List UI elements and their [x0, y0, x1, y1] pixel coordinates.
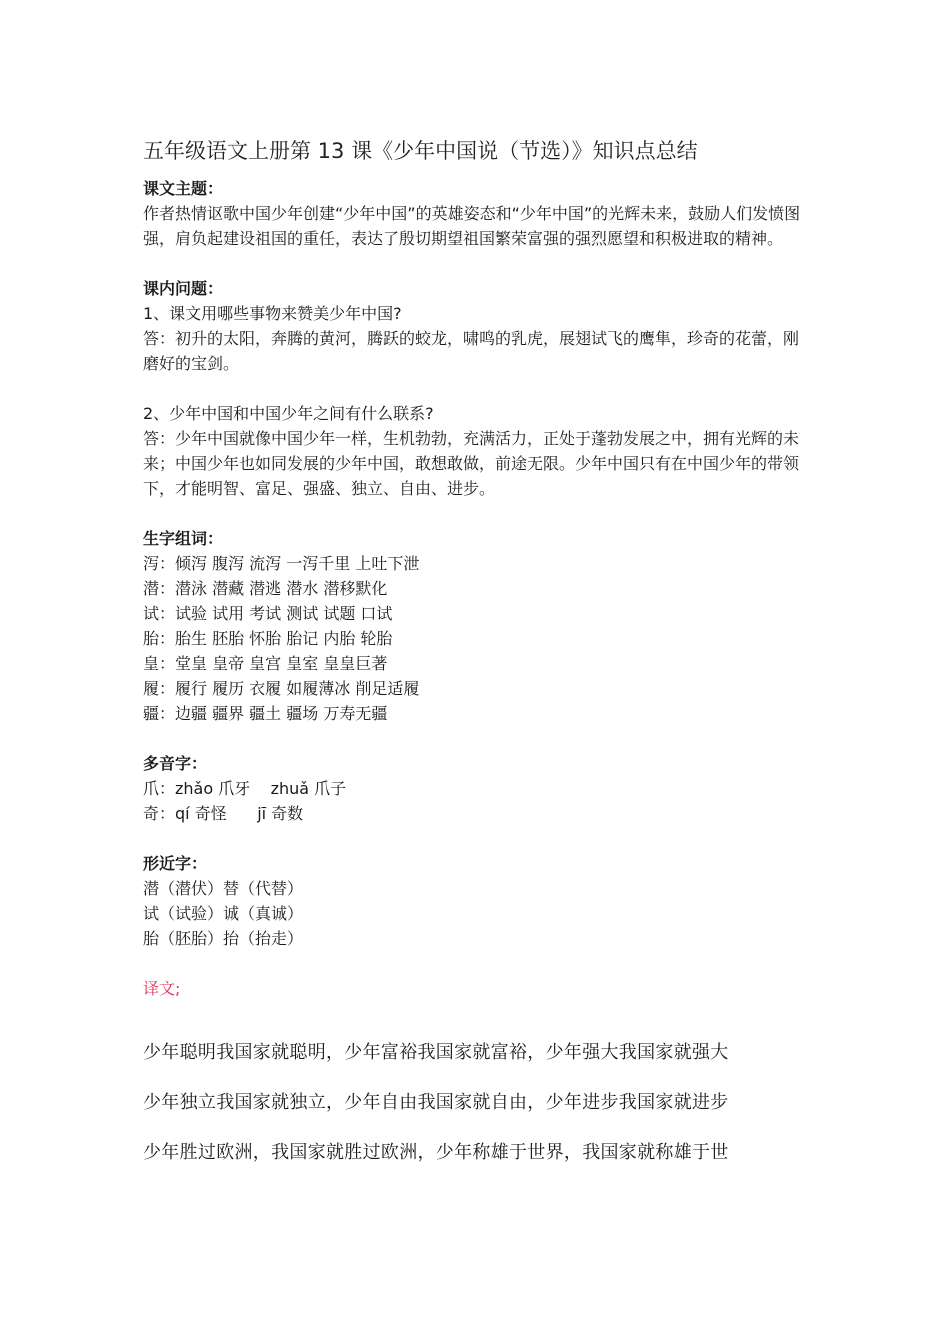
theme-heading: 课文主题：	[143, 179, 224, 198]
words-heading: 生字组词：	[143, 529, 224, 548]
spacer	[143, 501, 813, 526]
similar-heading: 形近字：	[143, 854, 208, 873]
word-group: 疆：边疆 疆界 疆土 疆场 万寿无疆	[143, 704, 388, 723]
similar-item: 潜（潜伏）替（代替）	[143, 879, 304, 898]
spacer	[143, 726, 813, 751]
theme-text: 作者热情讴歌中国少年创建“少年中国”的英雄姿态和“少年中国”的光辉未来，鼓励人们发愤图强，肩负起建设祖国的重任，表达了殷切期望祖国繁荣富强的强烈愿望和积极进取的精神。	[143, 204, 801, 248]
word-group: 泻：倾泻 腹泻 流泻 一泻千里 上吐下泄	[143, 554, 420, 573]
answer-1: 答：初升的太阳，奔腾的黄河，腾跃的蛟龙，啸鸣的乳虎，展翅试飞的鹰隼，珍奇的花蕾，刚磨好的宝剑。	[143, 329, 800, 373]
spacer	[143, 376, 813, 401]
word-group: 潜：潜泳 潜藏 潜逃 潜水 潜移默化	[143, 579, 388, 598]
similar-item: 试（试验）诚（真诚）	[143, 904, 304, 923]
similar-item: 胎（胚胎）抬（抬走）	[143, 929, 304, 948]
translation-block	[143, 1028, 813, 1178]
page-title: 五年级语文上册第 13 课《少年中国说（节选）》知识点总结	[143, 139, 698, 163]
question-1: 1、课文用哪些事物来赞美少年中国?	[143, 304, 402, 323]
translation-line: 少年独立我国家就独立，少年自由我国家就自由，少年进步我国家就进步	[143, 1092, 729, 1113]
word-group: 胎：胎生 胚胎 怀胎 胎记 内胎 轮胎	[143, 629, 393, 648]
word-group: 皇：堂皇 皇帝 皇宫 皇室 皇皇巨著	[143, 654, 388, 673]
polyphone-item: 奇：qí 奇怪 jī 奇数	[143, 804, 304, 823]
answer-2: 答：少年中国就像中国少年一样，生机勃勃，充满活力，正处于蓬勃发展之中，拥有光辉的未来；中国少年也如同发展的少年中国，敢想敢做，前途无限。少年中国只有在中国少年的带领下，才能明智、富足、强盛、独立、自由、进步。	[143, 429, 800, 498]
spacer	[143, 251, 813, 276]
polyphones-heading: 多音字：	[143, 754, 208, 773]
spacer	[143, 826, 813, 851]
word-group: 试：试验 试用 考试 测试 试题 口试	[143, 604, 393, 623]
translation-line: 少年胜过欧洲，我国家就胜过欧洲，少年称雄于世界，我国家就称雄于世	[143, 1142, 729, 1163]
polyphone-item: 爪：zhǎo 爪牙 zhuǎ 爪子	[143, 779, 347, 798]
spacer	[143, 951, 813, 976]
word-group: 履：履行 履历 衣履 如履薄冰 削足适履	[143, 679, 420, 698]
document-page	[143, 136, 813, 1178]
translation-heading: 译文;	[143, 979, 181, 998]
translation-line: 少年聪明我国家就聪明，少年富裕我国家就富裕，少年强大我国家就强大	[143, 1042, 729, 1063]
question-2: 2、少年中国和中国少年之间有什么联系?	[143, 404, 434, 423]
questions-heading: 课内问题：	[143, 279, 224, 298]
